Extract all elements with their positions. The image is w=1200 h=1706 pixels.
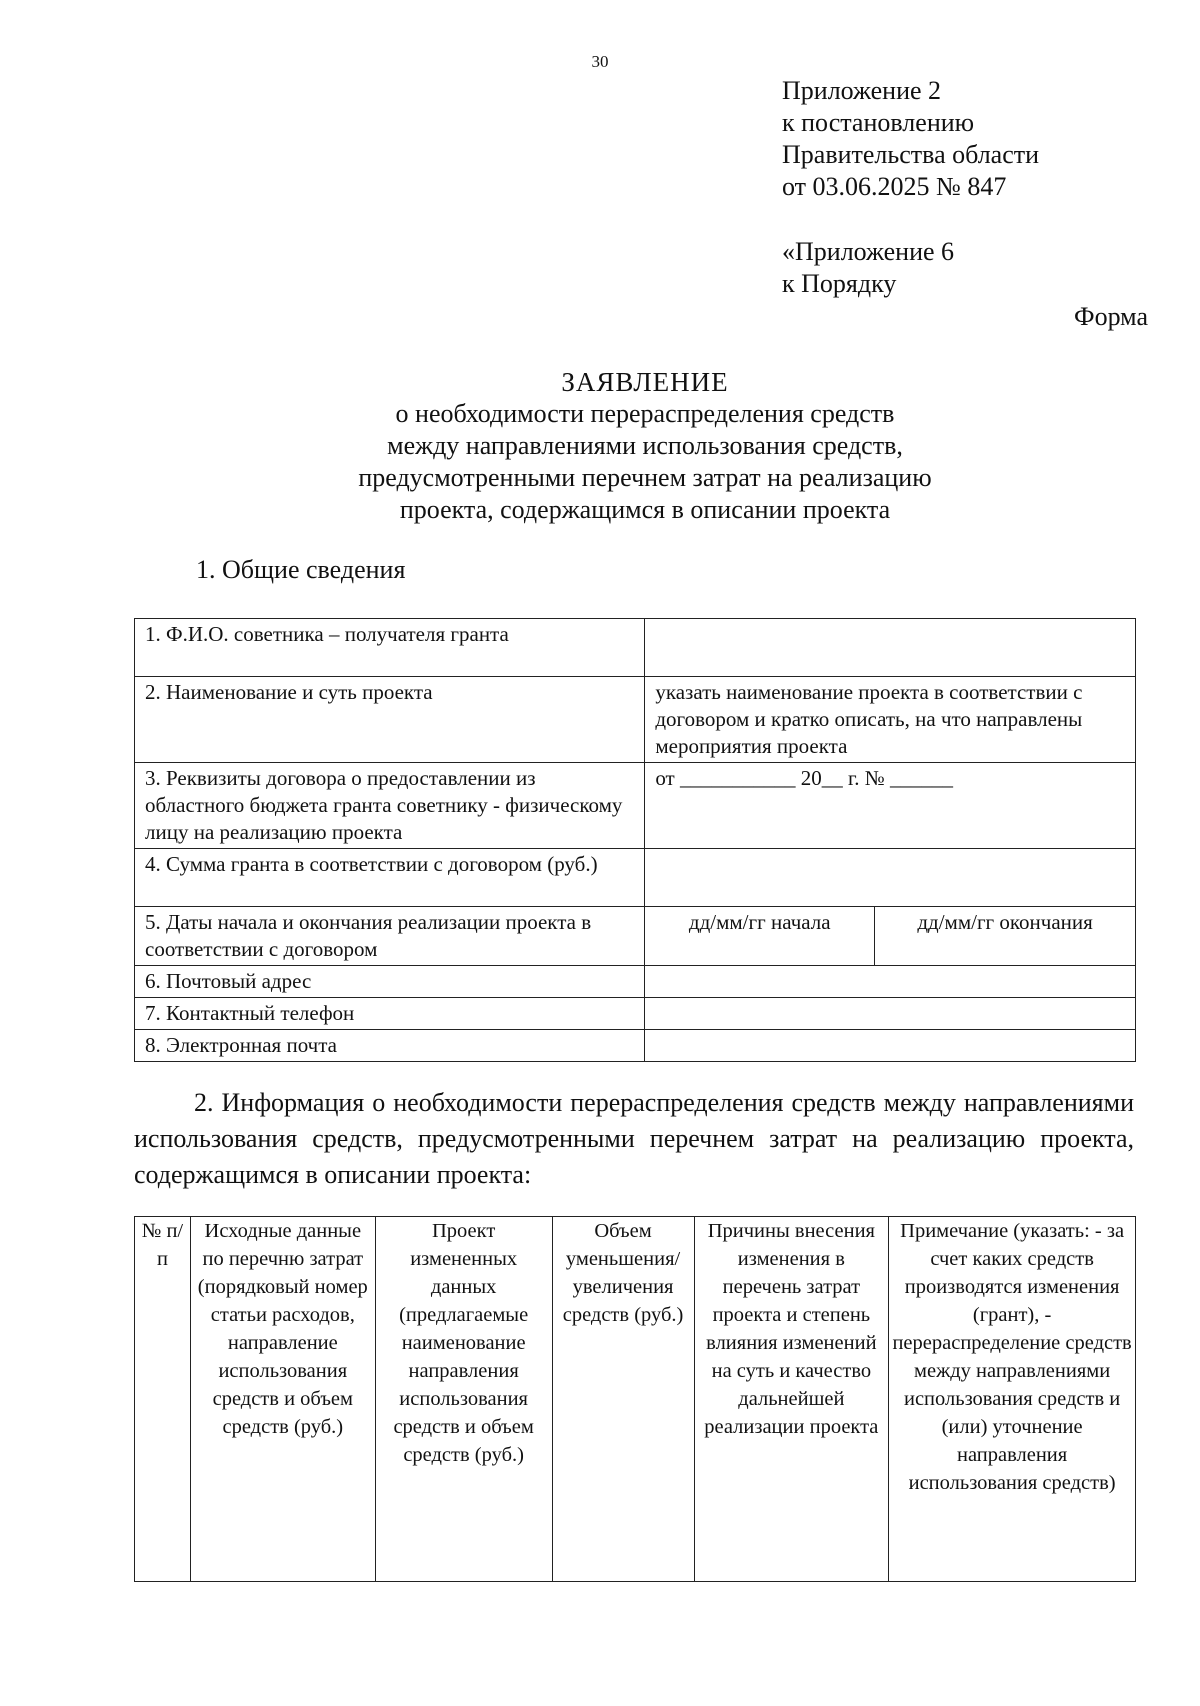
redistribution-table [134, 1216, 1136, 1582]
row-label: 5. Даты начала и окончания реализации проекта в соответствии с договором [135, 907, 645, 966]
row-label: 7. Контактный телефон [135, 998, 645, 1030]
row-label: 6. Почтовый адрес [135, 966, 645, 998]
section1-heading: 1. Общие сведения [196, 555, 406, 584]
title-line: о необходимости перераспределения средств [395, 399, 895, 428]
general-info-table [134, 618, 1136, 1062]
document-title-block [0, 366, 1200, 526]
column-header-original-data: Исходные данные по перечню затрат (порядковый номер статьи расходов, направление использования средств и объем средств (руб.) [190, 1217, 375, 1582]
appendix-line: от 03.06.2025 № 847 [782, 172, 1007, 201]
table-row [135, 619, 1136, 677]
page-number: 30 [591, 52, 609, 71]
row-label: 8. Электронная почта [135, 1030, 645, 1062]
column-header-proposed-data: Проект измененных данных (предлагаемые наименование направления использования средств и объем средств (руб.) [375, 1217, 552, 1582]
table-row [135, 966, 1136, 998]
table-row [135, 763, 1136, 849]
appendix-line: Правительства области [782, 140, 1040, 169]
row-value-field[interactable] [645, 998, 1136, 1030]
table-row [135, 907, 1136, 966]
form-label: Форма [1074, 302, 1148, 331]
table-row [135, 998, 1136, 1030]
row-value-field[interactable] [645, 966, 1136, 998]
section2-heading: 2. Информация о необходимости перераспределения средств между направлениями использования средств, предусмотренными перечнем затрат на реализацию проекта, содержащимся в описании проекта: [134, 1088, 1134, 1189]
document-title: ЗАЯВЛЕНИЕ [561, 367, 729, 397]
column-header-amount-change: Объем уменьшения/ увеличения средств (руб.) [552, 1217, 694, 1582]
appendix6-line: «Приложение 6 [782, 237, 955, 266]
appendix-line: к постановлению [782, 108, 975, 137]
table-header-row [135, 1217, 1136, 1582]
table-row [135, 1030, 1136, 1062]
row-label: 3. Реквизиты договора о предоставлении из областного бюджета гранта советнику - физическому лицу на реализацию проекта [135, 763, 645, 849]
appendix-block [782, 75, 1039, 203]
appendix6-block [782, 236, 954, 300]
row-value-field[interactable]: от ___________ 20__ г. № ______ [645, 763, 1136, 849]
row-value-field[interactable] [645, 1030, 1136, 1062]
column-header-number: № п/п [135, 1217, 191, 1582]
appendix-line: Приложение 2 [782, 76, 942, 105]
row-value-field[interactable] [645, 619, 1136, 677]
title-line: предусмотренными перечнем затрат на реализацию [358, 463, 932, 492]
title-line: проекта, содержащимся в описании проекта [399, 495, 891, 524]
row-label: 1. Ф.И.О. советника – получателя гранта [135, 619, 645, 677]
end-date-field[interactable]: дд/мм/гг окончания [875, 907, 1136, 966]
table-row [135, 677, 1136, 763]
row-label: 4. Сумма гранта в соответствии с договором (руб.) [135, 849, 645, 907]
start-date-field[interactable]: дд/мм/гг начала [645, 907, 875, 966]
row-value-field[interactable]: указать наименование проекта в соответствии с договором и кратко описать, на что направлены мероприятия проекта [645, 677, 1136, 763]
appendix6-line: к Порядку [782, 269, 897, 298]
column-header-reasons: Причины внесения изменения в перечень затрат проекта и степень влияния изменений на суть и качество дальнейшей реализации проекта [694, 1217, 889, 1582]
column-header-note: Примечание (указать: - за счет каких средств производятся изменения (грант), - перераспределение средств между направлениями использования средств и (или) уточнение направления использования средств) [889, 1217, 1136, 1582]
title-line: между направлениями использования средств, [387, 431, 903, 460]
table-row [135, 849, 1136, 907]
row-label: 2. Наименование и суть проекта [135, 677, 645, 763]
row-value-field[interactable] [645, 849, 1136, 907]
